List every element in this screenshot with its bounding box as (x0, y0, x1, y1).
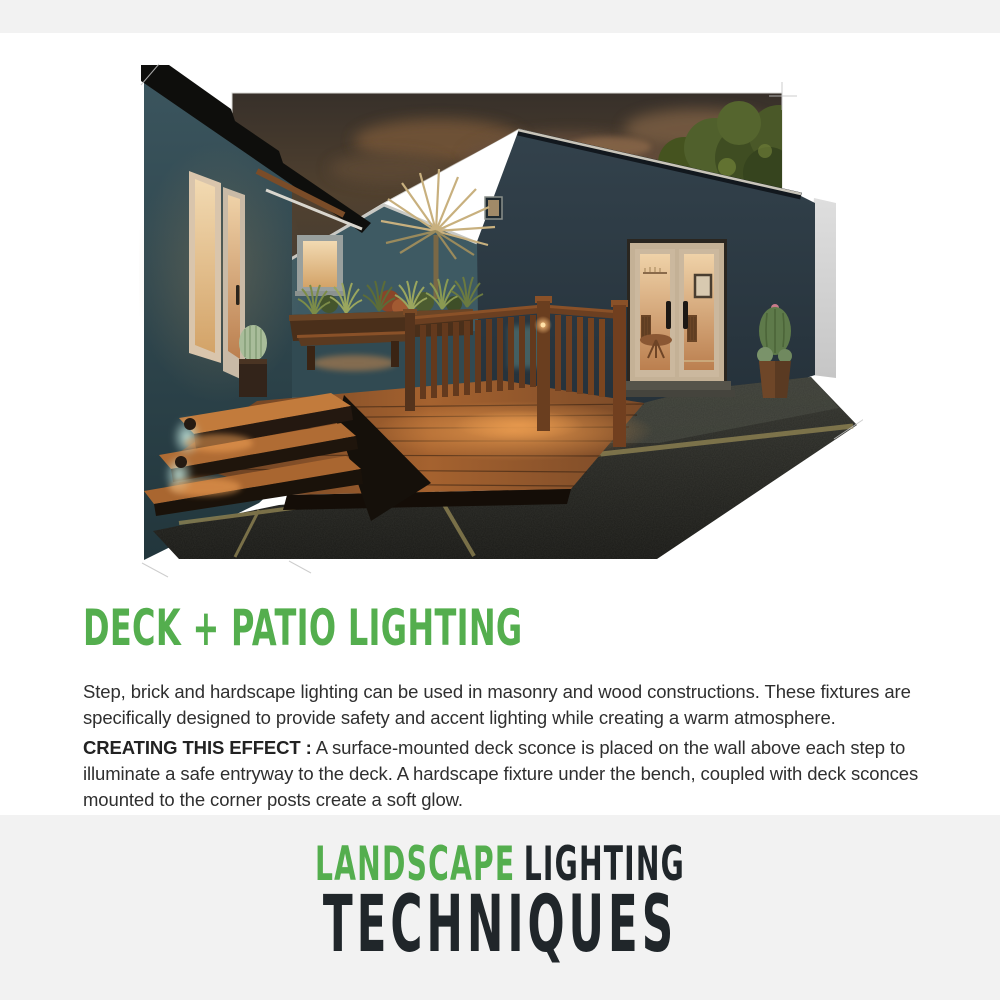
door-threshold (625, 381, 731, 390)
series-title-rest: LIGHTING (523, 837, 686, 892)
door-pull-right (683, 301, 688, 329)
potted-cactus-right (757, 304, 792, 398)
effect-text: A surface-mounted deck sconce is placed on the wall above each step to illuminate a safe entryway to the deck. A hardscape fixture under the bench, coupled with deck sconces mounted to the corner posts create a soft glow. (83, 736, 919, 810)
effect-paragraph (83, 735, 931, 813)
rail-post-left (405, 313, 415, 411)
under-bench-glow (312, 355, 396, 371)
deck-patio-illustration (139, 63, 863, 580)
right-door-leaf (679, 249, 719, 377)
section-title: DECK + PATIO LIGHTING (83, 599, 523, 657)
post-sconce (541, 323, 546, 328)
sconce-upper (184, 418, 196, 430)
series-main-title: TECHNIQUES (322, 880, 678, 970)
series-title-accent: LANDSCAPE (314, 837, 516, 892)
top-gray-band (0, 0, 1000, 33)
hero-illustration (139, 63, 863, 580)
rail-post-right (613, 305, 626, 447)
effect-label: CREATING THIS EFFECT : (83, 736, 312, 758)
intro-paragraph: Step, brick and hardscape lighting can be used in masonry and wood constructions. These fixtures are specifically designed to provide safety and accent lighting while creating a warm atmosphere. (83, 680, 911, 728)
left-door-leaf (635, 249, 675, 377)
balusters (420, 315, 605, 399)
french-doors (621, 239, 735, 397)
sconce-lower (175, 456, 187, 468)
door-handle (236, 285, 240, 305)
lit-side-window (189, 171, 221, 363)
potted-cactus-left (239, 325, 267, 397)
framed-picture (695, 275, 711, 297)
door-pull-left (666, 301, 671, 329)
